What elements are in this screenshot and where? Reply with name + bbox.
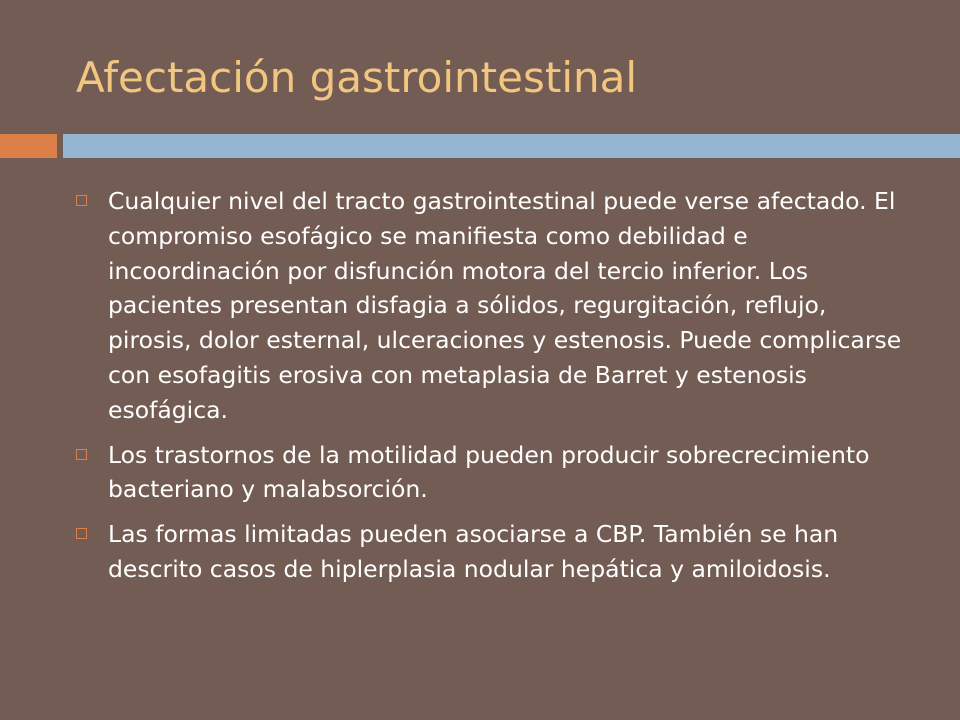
bullet-item-motility: [72, 438, 912, 508]
bullet-text: Los trastornos de la motilidad pueden producir sobrecrecimiento bacteriano y malabsorción.: [108, 440, 870, 504]
bullet-text: Cualquier nivel del tracto gastrointestinal puede verse afectado. El compromiso esofágico se manifiesta como debilidad e incoordinación por disfunción motora del tercio inferior. Los pacientes presentan disfagia a sólidos, regurgitación, reflujo, pirosis, dolor esternal, ulceraciones y estenosis. Puede complicarse con esofagitis erosiva con metaplasia de Barret y estenosis esofágica.: [108, 187, 902, 424]
accent-bar-blue: [63, 134, 960, 158]
bullet-list: [72, 184, 912, 597]
bullet-item-gi-involvement: [72, 184, 912, 428]
hollow-square-icon: [76, 195, 87, 206]
hollow-square-icon: [76, 528, 87, 539]
bullet-text: Las formas limitadas pueden asociarse a CBP. También se han descrito casos de hiplerplasia nodular hepática y amiloidosis.: [108, 520, 839, 583]
accent-bar-orange: [0, 134, 57, 158]
hollow-square-icon: [76, 449, 87, 460]
bullet-item-limited-forms: [72, 517, 912, 587]
slide-title: Afectación gastrointestinal: [76, 53, 638, 102]
